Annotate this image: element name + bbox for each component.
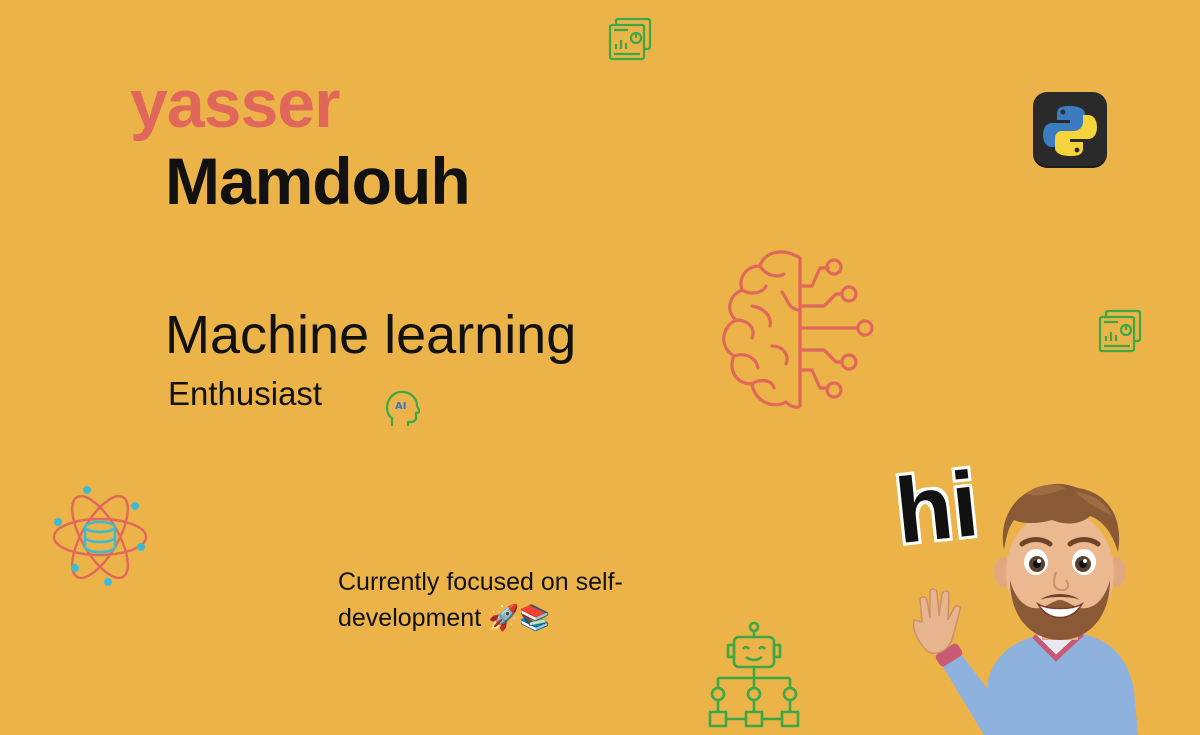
brain-circuit-icon (712, 246, 878, 416)
status-text: Currently focused on self-development 🚀📚 (338, 568, 623, 632)
ai-head-icon (384, 388, 420, 428)
robot-network-icon (704, 620, 804, 732)
svg-text:AI: AI (395, 401, 407, 412)
role-title: Machine learning (165, 305, 577, 365)
role-subtitle: Enthusiast (168, 375, 323, 412)
report-chart-icon (1096, 308, 1144, 354)
last-name: Mamdouh (165, 144, 470, 218)
greeting-text: hi (890, 453, 983, 563)
memoji-avatar (906, 480, 1156, 735)
atom-database-icon (52, 484, 150, 590)
python-logo-icon (1030, 90, 1110, 172)
first-name: yasser (130, 66, 340, 142)
report-chart-icon (606, 16, 654, 62)
